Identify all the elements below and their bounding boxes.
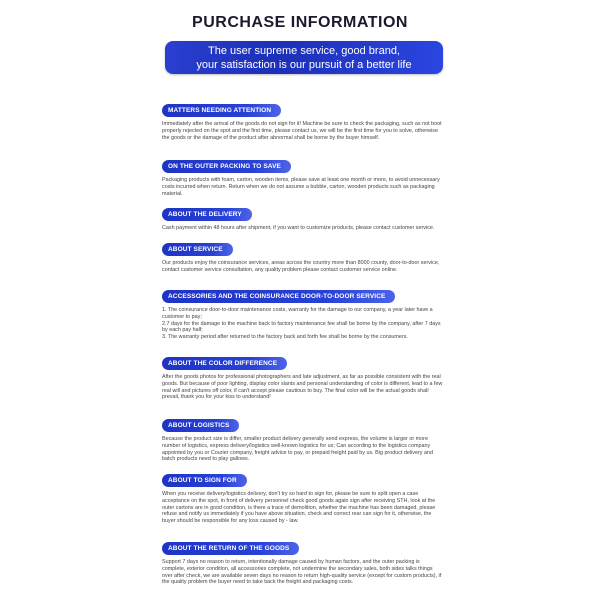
section-line: 1. The coinsurance door-to-door maintenance costs, warranty for the damage to our company, a year later have a customer to pay; <box>162 307 433 320</box>
section-text: Support 7 days no reason to return, intentionally damage caused by human factors, and the outer packing is complete, exterior condition, all accessories complete, not undermine the secondary sales, both sides talks things over after check, we are available seven days no reason to return high-quality service (except for custom products), if the quality problem the buyer need to take back the freight and packaging costs. <box>162 559 442 586</box>
section-logistics <box>162 414 444 463</box>
section-outer-packing <box>162 155 444 197</box>
section-line: 3. The warranty period after returned to the factory back and forth fee shall be borne by the consumers. <box>162 334 408 341</box>
section-heading: ABOUT SERVICE <box>162 243 233 256</box>
section-color-difference <box>162 352 444 401</box>
section-text: Immediately after the arrival of the goods do not sign for it! Machine be sure to check the packaging, such as not boot properly rejected on the spot and the first time, please contact us, we will be the first time for you to solve, otherwise the goods or the damage of the product after abnormal shall be borne by the buyer himself. <box>162 121 442 141</box>
section-text: Our products enjoy the coinsurance services, areas across the country more than 8000 county, door-to-door service, contact customer service consultation, any quality problem please contact customer service online. <box>162 260 440 273</box>
section-text: Packaging products with foam, carton, wooden items, please save at least one month or more, to avoid unnecessary costs incurred when return. Return when we do not assume a bubble, carton, wooden products such as packaging material. <box>162 177 440 197</box>
section-return-of-goods <box>162 537 444 586</box>
slogan-banner <box>165 41 443 74</box>
section-text: After the goods photos for professional photographers and late adjustment, as far as possible consistent with the real goods. But because of poor lighting, display color slants and personal understanding of color is different, lead to a few real will and pictures off color, if can't accept please cautious to buy. The final color will be the actual goods shall prevail, thank you for your kiss to understand! <box>162 374 443 401</box>
section-heading: ABOUT LOGISTICS <box>162 419 239 432</box>
section-heading: MATTERS NEEDING ATTENTION <box>162 104 281 117</box>
page-title: PURCHASE INFORMATION <box>192 14 408 31</box>
section-heading: ACCESSORIES AND THE COINSURANCE DOOR-TO-DOOR SERVICE <box>162 290 395 303</box>
banner-line-1: The user supreme service, good brand, <box>208 45 400 57</box>
section-heading: ABOUT TO SIGN FOR <box>162 474 247 487</box>
banner-line-2: your satisfaction is our pursuit of a better life <box>196 59 412 71</box>
section-matters-needing-attention <box>162 99 444 141</box>
section-heading: ABOUT THE COLOR DIFFERENCE <box>162 357 287 370</box>
section-delivery <box>162 203 444 232</box>
section-heading: ABOUT THE DELIVERY <box>162 208 252 221</box>
section-line: 2.7 days for the damage to the machine back to factory maintenance fee shall be borne by the company, after 7 days by each pay half; <box>162 320 441 334</box>
section-heading: ON THE OUTER PACKING TO SAVE <box>162 160 291 173</box>
section-text: When you receive delivery/logistics delivery, don't try so hard to sign for, please be sure to split open a case acceptance on the spot, in front of delivery personnel check good goods again sign after receiving STH, look at the outer cartons are in good condition, is there a trace of demolition, whether the machine has been damaged, please refuse and notify us immediately if you have above situation, check and correct rear can sign for it, otherwise, the buyer should be responsible for any loss caused by - law. <box>162 491 436 525</box>
section-text: Because the product size is differ, smaller product delivery generally send express, the volume is larger or more number of logistics, express delivery/logistics well-known logistics for us; Can according to the logistics company appointed by you or Courier company, freight advice to pay, or prepaid freight paid by us. Big product delivery and batch products need to play gallows. <box>162 436 433 463</box>
section-service <box>162 238 444 274</box>
section-heading: ABOUT THE RETURN OF THE GOODS <box>162 542 299 555</box>
section-sign-for <box>162 469 444 525</box>
section-text: Cash payment within 48 hours after shipment, if you want to customize products, please contact customer service. <box>162 225 435 231</box>
section-accessories-coinsurance <box>162 285 444 341</box>
